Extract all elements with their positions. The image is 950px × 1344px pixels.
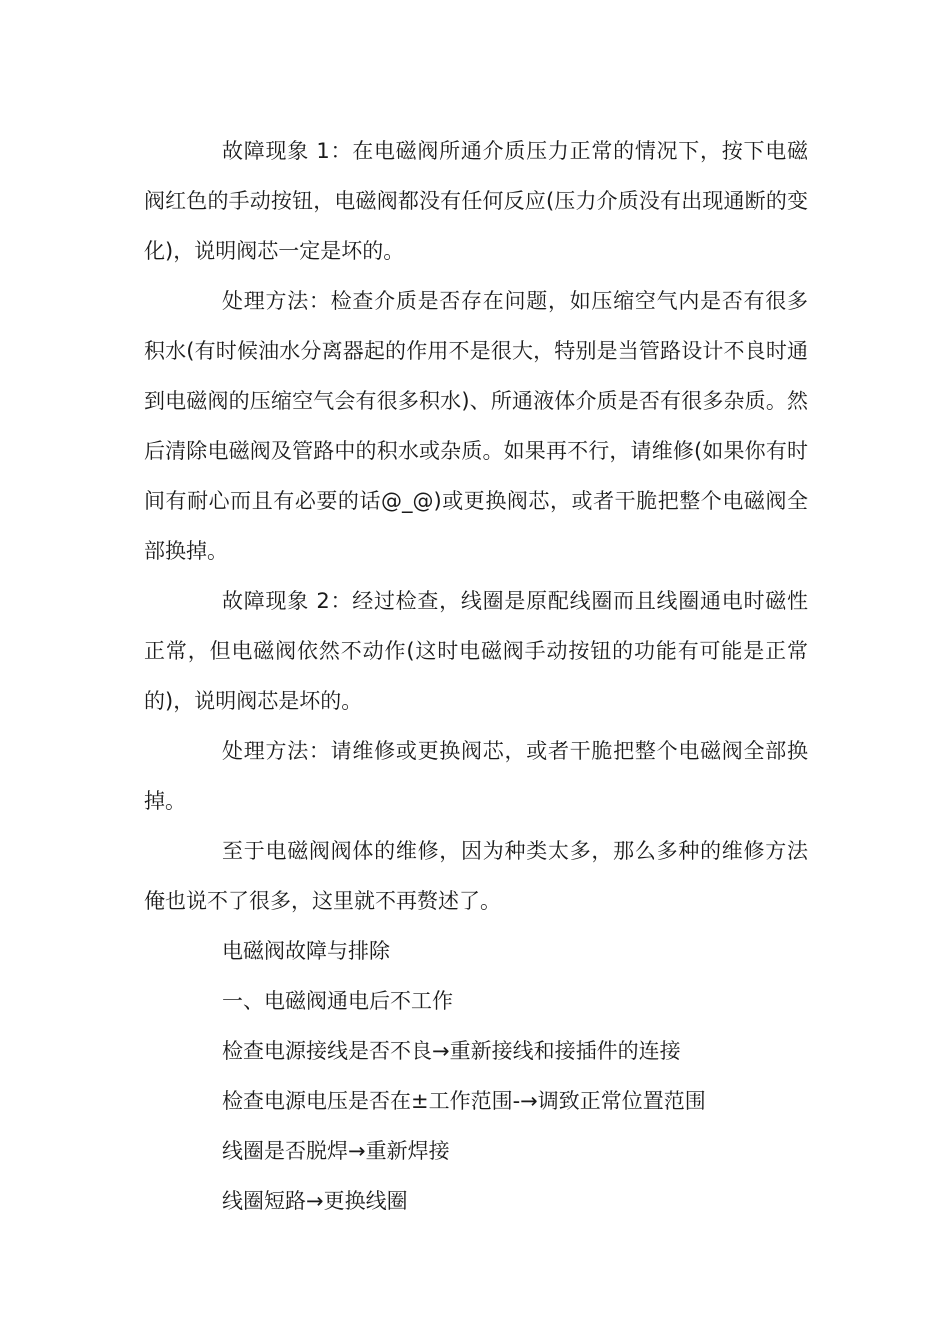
paragraph-fault-1: 故障现象 1：在电磁阀所通介质压力正常的情况下，按下电磁阀红色的手动按钮，电磁阀都没有任何反应(压力介质没有出现通断的变化)，说明阀芯一定是坏的。: [144, 139, 808, 263]
paragraph-solution-1: 处理方法：检查介质是否存在问题，如压缩空气内是否有很多积水(有时候油水分离器起的作用不是很大，特别是当管路设计不良时通到电磁阀的压缩空气会有很多积水)、所通液体介质是否有很多杂质。然后清除电磁阀及管路中的积水或杂质。如果再不行，请维修(如果你有时间有耐心而且有必要的话@_@)或更换阀芯，或者干脆把整个电磁阀全部换掉。: [144, 289, 808, 563]
list-item: 检查电源接线是否不良→重新接线和接插件的连接: [222, 1039, 681, 1063]
section-title: 电磁阀故障与排除: [222, 939, 390, 963]
document-body: [144, 126, 808, 1226]
paragraph-solution-2: 处理方法：请维修或更换阀芯，或者干脆把整个电磁阀全部换掉。: [144, 739, 808, 813]
subsection-title: 一、电磁阀通电后不工作: [222, 989, 453, 1013]
list-item: 检查电源电压是否在±工作范围-→调致正常位置范围: [222, 1089, 706, 1113]
paragraph-repair-note: 至于电磁阀阀体的维修，因为种类太多，那么多种的维修方法俺也说不了很多，这里就不再赘述了。: [144, 839, 808, 913]
list-item: 线圈是否脱焊→重新焊接: [222, 1139, 450, 1163]
list-item: 线圈短路→更换线圈: [222, 1189, 408, 1213]
paragraph-fault-2: 故障现象 2：经过检查，线圈是原配线圈而且线圈通电时磁性正常，但电磁阀依然不动作(这时电磁阀手动按钮的功能有可能是正常的)，说明阀芯是坏的。: [144, 589, 808, 713]
